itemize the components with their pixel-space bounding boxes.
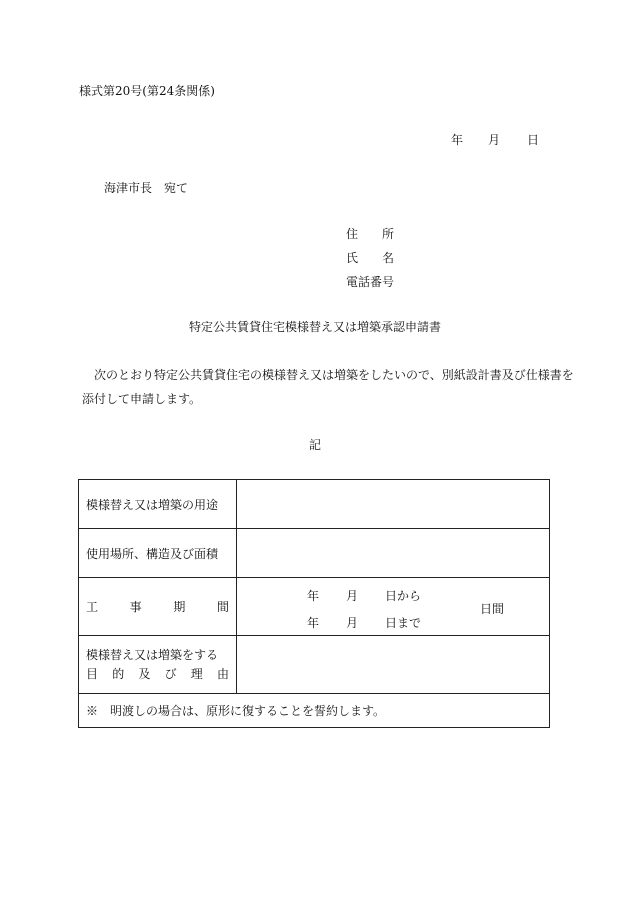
body-text: 次のとおり特定公共賃貸住宅の模様替え又は増築をしたいので、別紙設計書及び仕様書を添付して申請します。 <box>82 368 574 406</box>
days-label: 日間 <box>480 602 505 616</box>
table-row <box>79 636 550 694</box>
document-title: 特定公共賃貸住宅模様替え又は増築承認申請書 <box>188 320 441 334</box>
purpose-label-char: 的 <box>112 666 125 681</box>
phone-label: 電話番号 <box>346 275 395 289</box>
end-year-label: 年 <box>307 616 320 630</box>
purpose-field[interactable] <box>237 636 550 694</box>
recipient: 海津市長 宛て <box>104 181 189 195</box>
period-label-char: 工 <box>86 600 99 614</box>
table-row <box>79 529 550 578</box>
name-label: 氏 名 <box>346 251 395 265</box>
purpose-label-char: 理 <box>190 666 203 681</box>
address-label: 住 所 <box>346 227 395 241</box>
period-field[interactable] <box>237 578 550 636</box>
period-label-char: 期 <box>173 600 186 614</box>
purpose-label-char: 由 <box>216 666 229 681</box>
purpose-label-line2 <box>86 665 229 684</box>
purpose-label-char: び <box>164 666 177 681</box>
table-row <box>79 578 550 636</box>
date-day-label: 日 <box>527 133 540 147</box>
location-label: 使用場所、構造及び面積 <box>79 529 237 578</box>
usage-label: 模様替え又は増築の用途 <box>79 480 237 529</box>
end-day-label: 日まで <box>385 616 422 630</box>
table-row <box>79 480 550 529</box>
purpose-label-char: 及 <box>138 666 151 681</box>
purpose-label-char: 目 <box>86 666 99 681</box>
end-month-label: 月 <box>346 616 359 630</box>
start-year-label: 年 <box>307 589 320 603</box>
purpose-label <box>79 636 237 694</box>
date-month-label: 月 <box>488 133 501 147</box>
start-month-label: 月 <box>346 589 359 603</box>
start-day-label: 日から <box>385 589 422 603</box>
purpose-label-line1: 模様替え又は増築をする <box>86 647 219 662</box>
period-label <box>79 578 237 636</box>
period-label-char: 間 <box>216 600 229 614</box>
table-row <box>79 694 550 728</box>
date-year-label: 年 <box>451 133 464 147</box>
location-field[interactable] <box>237 529 550 578</box>
usage-field[interactable] <box>237 480 550 529</box>
ki-heading: 記 <box>308 438 321 452</box>
form-number: 様式第20号(第24条関係) <box>79 84 215 98</box>
note: ※ 明渡しの場合は、原形に復することを誓約します。 <box>79 694 550 728</box>
application-table <box>78 479 550 728</box>
period-label-char: 事 <box>129 600 142 614</box>
